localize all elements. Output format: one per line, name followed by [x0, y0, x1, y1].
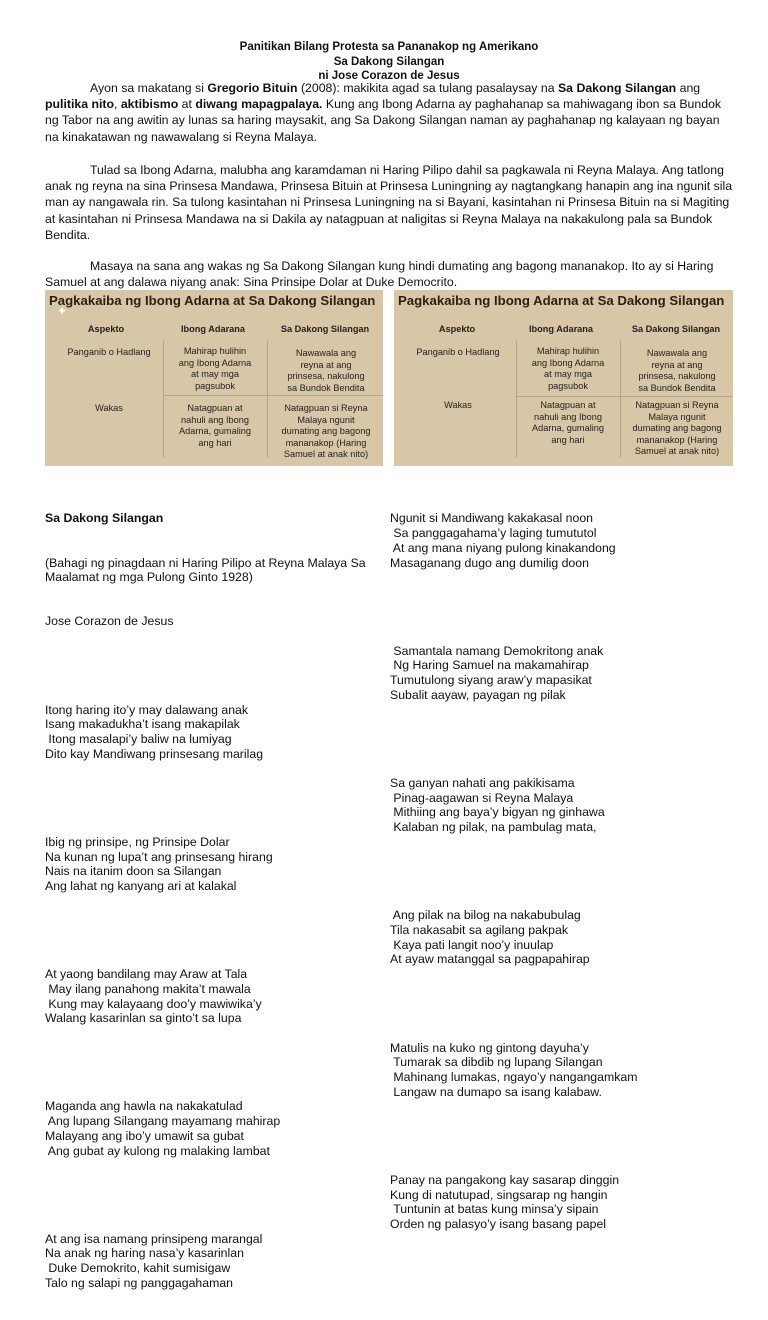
- cell-wakas: Wakas: [95, 403, 123, 413]
- cell-silangan-panganib: Nawawala ang reyna at ang prinsesa, nakulong sa Bundok Bendita: [638, 348, 716, 393]
- page-title: Panitikan Bilang Protesta sa Pananakop ng Amerikano: [239, 41, 539, 53]
- stanza: Panay na pangakong kay sasarap dinggin Kung di natutupad, singsarap ng hangin Tuntunin at batas kung minsa’y sipain Orden ng palasyo’y isang basang papel: [390, 1172, 620, 1232]
- poem-column-right: [390, 482, 637, 1261]
- row-divider: [163, 395, 383, 396]
- header-ibong-adarna: Ibong Adarana: [181, 324, 245, 334]
- stanza: Sa ganyan nahati ang pakikisama Pinag-aagawan si Reyna Malaya Mithiing ang baya’y bigyan ng ginhawa Kalaban ng pilak, na pambulag mata,: [390, 776, 605, 835]
- cell-ibong-adarna-panganib: Mahirap hulihin ang Ibong Adarna at may mga pagsubok: [178, 346, 252, 391]
- page-author: ni Jose Corazon de Jesus: [318, 70, 460, 82]
- keyword-pulitika: pulitika nito: [45, 97, 114, 112]
- text-run: (2008): makikita agad sa tulang pasalaysay na: [297, 81, 558, 95]
- poem-title-ref: Sa Dakong Silangan: [557, 81, 677, 95]
- comparison-table-left: [45, 290, 383, 466]
- poem-column-left: [45, 482, 366, 1320]
- table-title: Pagkakaiba ng Ibong Adarna at Sa Dakong Silangan: [49, 293, 376, 308]
- poem-author: Jose Corazon de Jesus: [45, 614, 174, 629]
- text-run: Kung ang Ibong Adarna ay paghahanap sa mahiwagang ibon sa Bundok ng Tabor na ang awitin ay lunas sa haring maysakit, ang Sa Dakong Silangan naman ay paghahanap ng kalayaan ng bayan na kinakatawan ng nawawalang si Reyna Malaya.: [45, 97, 722, 144]
- cell-ibong-adarna-wakas: Natagpuan at nahuli ang Ibong Adarna, gumaling ang hari: [531, 400, 604, 445]
- cell-panganib: Panganib o Hadlang: [416, 347, 500, 357]
- column-divider: [163, 340, 164, 458]
- poem-heading: Sa Dakong Silangan: [45, 511, 164, 526]
- header-aspekto: Aspekto: [438, 324, 476, 334]
- cell-wakas: Wakas: [444, 400, 472, 410]
- cell-silangan-wakas: Natagpuan si Reyna Malaya ngunit dumating ang bagong mananakop (Haring Samuel at anak nito): [281, 403, 371, 459]
- text-run: Ayon sa makatang si: [90, 81, 208, 95]
- stanza: Ibig ng prinsipe, ng Prinsipe Dolar Na kunan ng lupa’t ang prinsesang hirang Nais na itanim doon sa Silangan Ang lahat ng kanyang ari at kalakal: [45, 834, 273, 893]
- header-sa-dakong-silangan: Sa Dakong Silangan: [631, 324, 721, 334]
- stanza: Itong haring ito’y may dalawang anak Isang makadukha’t isang makapilak Itong masalapi’y baliw na lumiyag Dito kay Mandiwang prinsesang marilag: [45, 702, 264, 761]
- column-divider: [267, 340, 268, 458]
- stanza: Maganda ang hawla na nakakatulad Ang lupang Silangang mayamang mahirap Malayang ang ibo’y umawit sa gubat Ang gubat ay kulong ng malaking lambat: [45, 1099, 281, 1158]
- stanza: At ang isa namang prinsipeng marangal Na anak ng haring nasa’y kasarinlan Duke Demokrito, kahit sumisigaw Talo ng salapi ng panggagahaman: [45, 1231, 263, 1290]
- page-subtitle: Sa Dakong Silangan: [333, 55, 445, 68]
- stanza: Ngunit si Mandiwang kakakasal noon Sa panggagahama’y laging tumututol At ang mana niyang pulong kinakandong Masaganang dugo ang dumilig doon: [390, 511, 616, 570]
- intro-paragraph-1: [45, 80, 735, 145]
- row-divider: [516, 396, 733, 397]
- document-header: [0, 40, 768, 84]
- poem-note: (Bahagi ng pinagdaan ni Haring Pilipo at Reyna Malaya Sa Maalamat ng mga Pulong Ginto 1928): [45, 555, 366, 585]
- stanza: Samantala namang Demokritong anak Ng Haring Samuel na makamahirap Tumutulong siyang araw’y mapasikat Subalit aayaw, payagan ng pilak: [390, 643, 604, 702]
- keyword-diwa: diwang mapagpalaya.: [195, 97, 323, 112]
- cell-silangan-wakas: Natagpuan si Reyna Malaya ngunit dumating ang bagong mananakop (Haring Samuel at anak nito): [632, 400, 722, 456]
- intro-paragraph-2: Tulad sa Ibong Adarna, malubha ang karamdaman ni Haring Pilipo dahil sa pagkawala ni Reyna Malaya. Ang tatlong anak ng reyna na sina Prinsesa Mandawa, Prinsesa Bituin at Prinsesa Luningning ay nagtangkang hanapin ang ina ngunit sila man ay nangawala rin. Sa tulong kasintahan ni Prinsesa Luningning na si Bayani, kasintahan ni Prinsesa Bituin na si Magiting at kasintahan ni Prinsesa Mandawa na si Dakila ay natagpuan at naligitas si Reyna Malaya na nakakulong pala sa Bundok Bendita.: [45, 163, 733, 242]
- author-name: Gregorio Bituin: [207, 81, 298, 95]
- text-run: ,: [114, 97, 121, 112]
- column-divider: [516, 340, 517, 458]
- cell-ibong-adarna-wakas: Natagpuan at nahuli ang Ibong Adarna, gumaling ang hari: [178, 403, 251, 448]
- cell-silangan-panganib: Nawawala ang reyna at ang prinsesa, nakulong sa Bundok Bendita: [287, 348, 365, 393]
- stanza: Matulis na kuko ng gintong dayuha’y Tumarak sa dibdib ng lupang Silangan Mahinang lumakas, ngayo’y nangangamkam Langaw na dumapo sa isang kalabaw.: [390, 1040, 638, 1099]
- cell-panganib: Panganib o Hadlang: [67, 347, 151, 357]
- text-run: ang: [676, 81, 701, 95]
- stanza: Ang pilak na bilog na nakabubulag Tila nakasabit sa agilang pakpak Kaya pati langit noo’y inuulap At ayaw matanggal sa pagpapahirap: [390, 908, 590, 967]
- cell-ibong-adarna-panganib: Mahirap hulihin ang Ibong Adarna at may mga pagsubok: [531, 346, 605, 391]
- header-sa-dakong-silangan: Sa Dakong Silangan: [280, 324, 370, 334]
- text-run: at: [178, 97, 196, 112]
- sparkle-icon: ✦: [57, 304, 68, 318]
- column-divider: [620, 340, 621, 458]
- stanza: At yaong bandilang may Araw at Tala May ilang panahong makita’t mawala Kung may kalayaang doo’y mawiwika’y Walang kasarinlan sa ginto’t sa lupa: [45, 967, 262, 1026]
- table-title: Pagkakaiba ng Ibong Adarna at Sa Dakong Silangan: [398, 293, 725, 308]
- comparison-table-right: [394, 290, 733, 466]
- keyword-aktibismo: aktibismo: [120, 97, 179, 112]
- intro-paragraph-3: Masaya na sana ang wakas ng Sa Dakong Silangan kung hindi dumating ang bagong mananakop. Ito ay si Haring Samuel at ang dalawa niyang anak: Sina Prinsipe Dolar at Duke Democrito.: [45, 259, 714, 290]
- header-aspekto: Aspekto: [87, 324, 125, 334]
- header-ibong-adarna: Ibong Adarana: [529, 324, 593, 334]
